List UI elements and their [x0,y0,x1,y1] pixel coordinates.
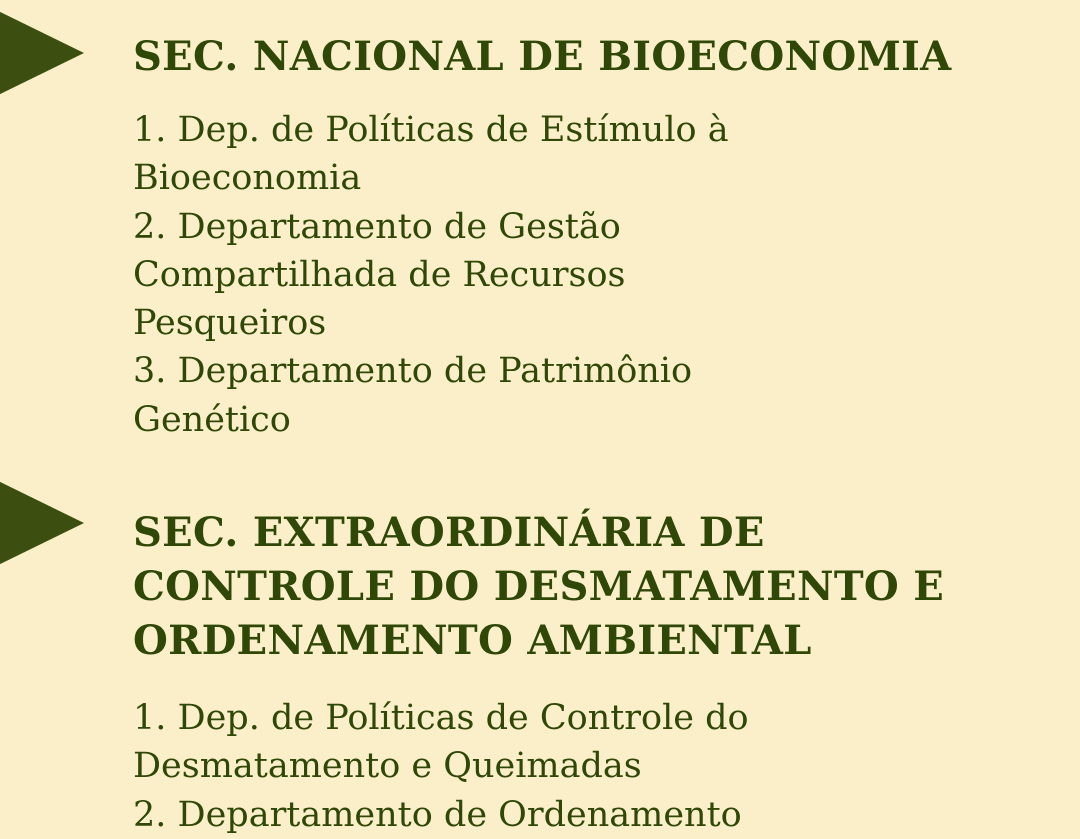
section-title: SEC. NACIONAL DE BIOECONOMIA [133,33,952,80]
list-item: 2. Departamento de Ordenamento [133,794,742,835]
department-list [133,84,753,444]
section-controle-desmatamento [133,444,1033,839]
arrow-marker-icon [0,478,84,568]
section-bioeconomia [133,0,1033,444]
department-list [133,668,923,839]
section-title: SEC. EXTRAORDINÁRIA DE CONTROLE DO DESMATAMENTO E ORDENAMENTO AMBIENTAL [133,509,945,665]
content-column [133,0,1033,839]
list-item: 3. Departamento de Patrimônio Genético [133,351,693,440]
list-item: 2. Departamento de Gestão Compartilhada de Recursos Pesqueiros [133,206,626,344]
arrow-marker-icon [0,8,84,98]
list-item: 1. Dep. de Políticas de Estímulo à Bioeconomia [133,110,729,199]
list-item: 1. Dep. de Políticas de Controle do Desmatamento e Queimadas [133,698,749,787]
